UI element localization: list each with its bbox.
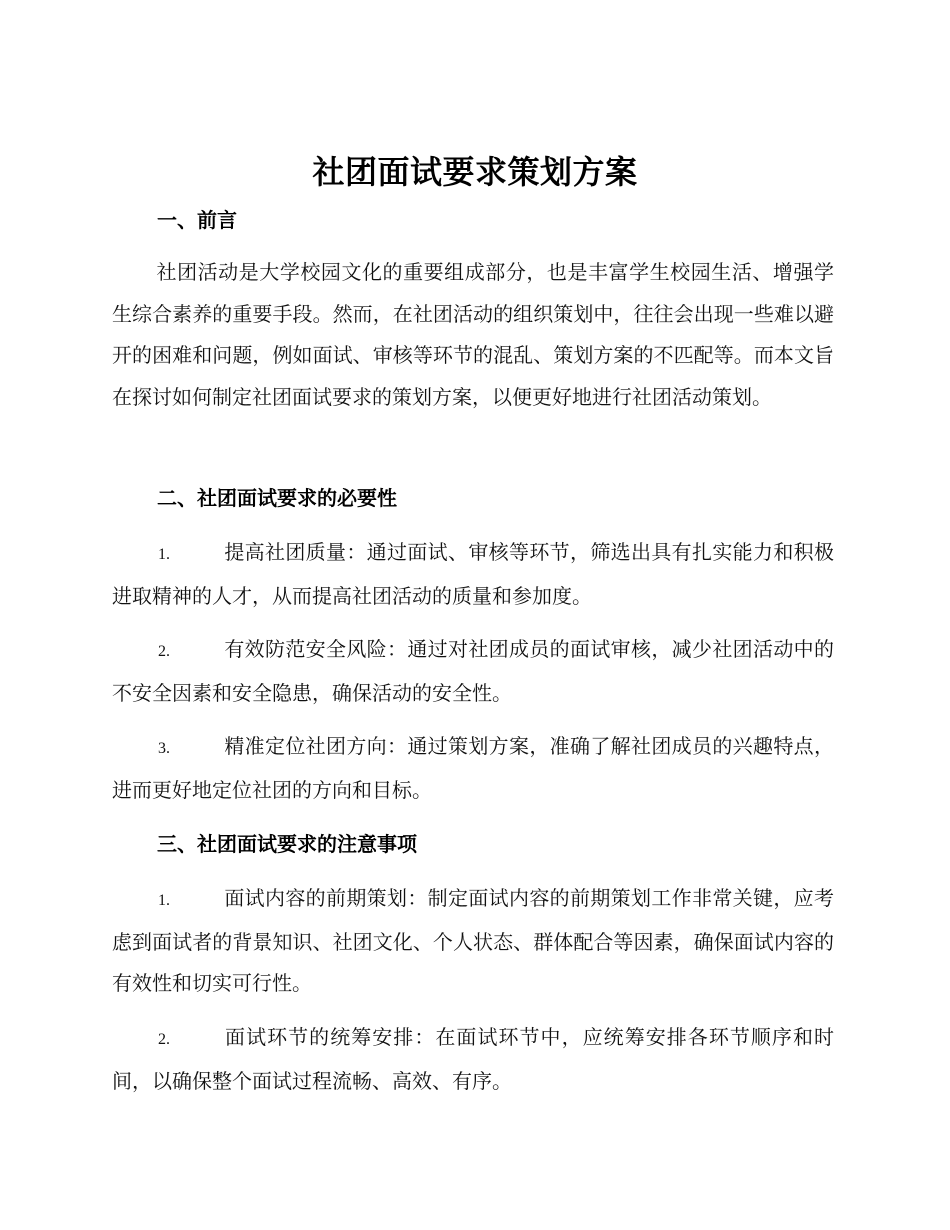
document-title: 社团面试要求策划方案 (312, 153, 638, 191)
list-item-number: 3. (158, 740, 170, 757)
list-item (112, 726, 834, 811)
list-item-text: 有效防范安全风险：通过对社团成员的面试审核，减少社团活动中的不安全因素和安全隐患，确保活动的安全性。 (112, 637, 834, 705)
section-heading-preface: 一、前言 (157, 208, 237, 232)
list-item (112, 532, 834, 617)
list-item-text: 精准定位社团方向：通过策划方案，准确了解社团成员的兴趣特点，进而更好地定位社团的方向和目标。 (112, 734, 834, 802)
preface-paragraph-text: 社团活动是大学校园文化的重要组成部分，也是丰富学生校园生活、增强学生综合素养的重要手段。然而，在社团活动的组织策划中，往往会出现一些难以避开的困难和问题，例如面试、审核等环节的混乱、策划方案的不匹配等。而本文旨在探讨如何制定社团面试要求的策划方案，以便更好地进行社团活动策划。 (112, 260, 834, 409)
list-item-text: 提高社团质量：通过面试、审核等环节，筛选出具有扎实能力和积极进取精神的人才，从而提高社团活动的质量和参加度。 (112, 540, 834, 608)
list-item (112, 878, 834, 1005)
section-heading-necessity: 二、社团面试要求的必要性 (157, 486, 397, 510)
list-item-number: 2. (158, 643, 170, 660)
section-heading-notes: 三、社团面试要求的注意事项 (157, 832, 417, 856)
list-item-number: 1. (158, 546, 170, 563)
list-item-number: 1. (158, 892, 170, 909)
list-item-text: 面试内容的前期策划：制定面试内容的前期策划工作非常关键，应考虑到面试者的背景知识、社团文化、个人状态、群体配合等因素，确保面试内容的有效性和切实可行性。 (112, 886, 834, 995)
list-item-number: 2. (158, 1031, 170, 1048)
list-item (112, 629, 834, 714)
list-item-text: 面试环节的统筹安排：在面试环节中，应统筹安排各环节顺序和时间，以确保整个面试过程流畅、高效、有序。 (112, 1025, 834, 1093)
preface-paragraph (112, 252, 834, 418)
list-item (112, 1017, 834, 1102)
